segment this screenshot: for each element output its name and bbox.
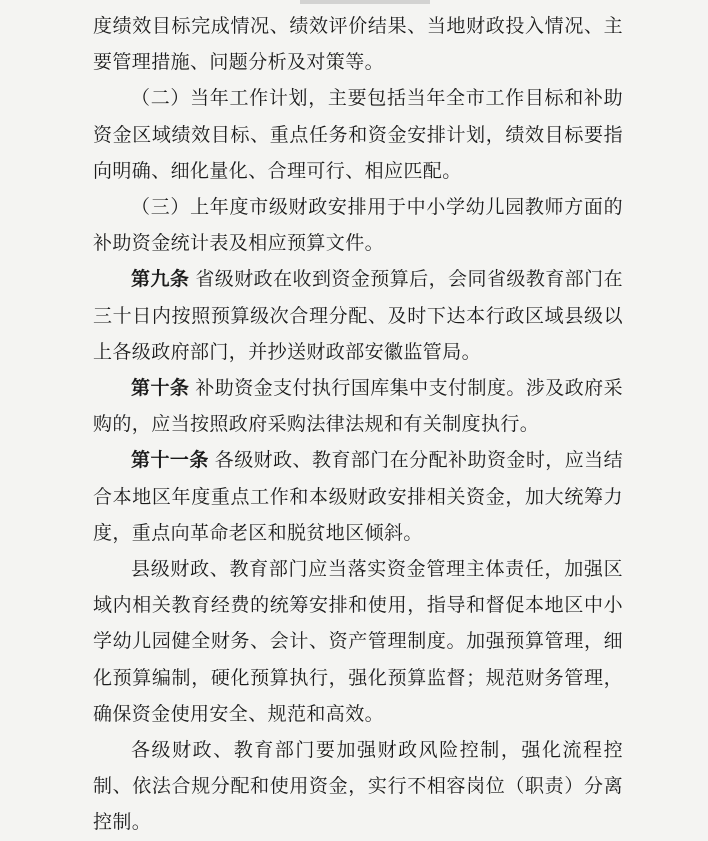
paragraph-text: 度绩效目标完成情况、绩效评价结果、当地财政投入情况、主要管理措施、问题分析及对策等。 bbox=[93, 15, 623, 74]
paragraph-text: 各级财政、教育部门在分配补助资金时，应当结合本地区年度重点工作和本级财政安排相关资金，加大统筹力度，重点向革命老区和脱贫地区倾斜。 bbox=[93, 449, 623, 544]
paragraph-text: 各级财政、教育部门要加强财政风险控制，强化流程控制、依法合规分配和使用资金，实行不相容岗位（职责）分离控制。 bbox=[93, 739, 623, 834]
paragraph-continued bbox=[93, 8, 623, 80]
paragraph-text: 补助资金支付执行国库集中支付制度。涉及政府采购的，应当按照政府采购法律法规和有关制度执行。 bbox=[93, 377, 623, 436]
article-11 bbox=[93, 442, 623, 551]
article-10 bbox=[93, 370, 623, 442]
paragraph-county-responsibility bbox=[93, 551, 623, 732]
paragraph-risk-control bbox=[93, 732, 623, 841]
scan-header-mark bbox=[300, 0, 430, 4]
paragraph-text: （三）上年度市级财政安排用于中小学幼儿园教师方面的补助资金统计表及相应预算文件。 bbox=[93, 196, 623, 255]
article-9 bbox=[93, 261, 623, 370]
paragraph-text: 县级财政、教育部门应当落实资金管理主体责任，加强区域内相关教育经费的统筹安排和使用，指导和督促本地区中小学幼儿园健全财务、会计、资产管理制度。加强预算管理，细化预算编制，硬化预算执行，强化预算监督；规范财务管理，确保资金使用安全、规范和高效。 bbox=[93, 558, 623, 725]
article-10-heading: 第十条 bbox=[131, 377, 190, 400]
document-body bbox=[93, 8, 623, 841]
paragraph-text: （二）当年工作计划，主要包括当年全市工作目标和补助资金区域绩效目标、重点任务和资金安排计划，绩效目标要指向明确、细化量化、合理可行、相应匹配。 bbox=[93, 87, 623, 182]
paragraph-item-2 bbox=[93, 80, 623, 189]
article-11-heading: 第十一条 bbox=[131, 449, 209, 472]
paragraph-item-3 bbox=[93, 189, 623, 261]
article-9-heading: 第九条 bbox=[131, 268, 190, 291]
paragraph-text: 省级财政在收到资金预算后，会同省级教育部门在三十日内按照预算级次合理分配、及时下达本行政区域县级以上各级政府部门，并抄送财政部安徽监管局。 bbox=[93, 268, 623, 363]
